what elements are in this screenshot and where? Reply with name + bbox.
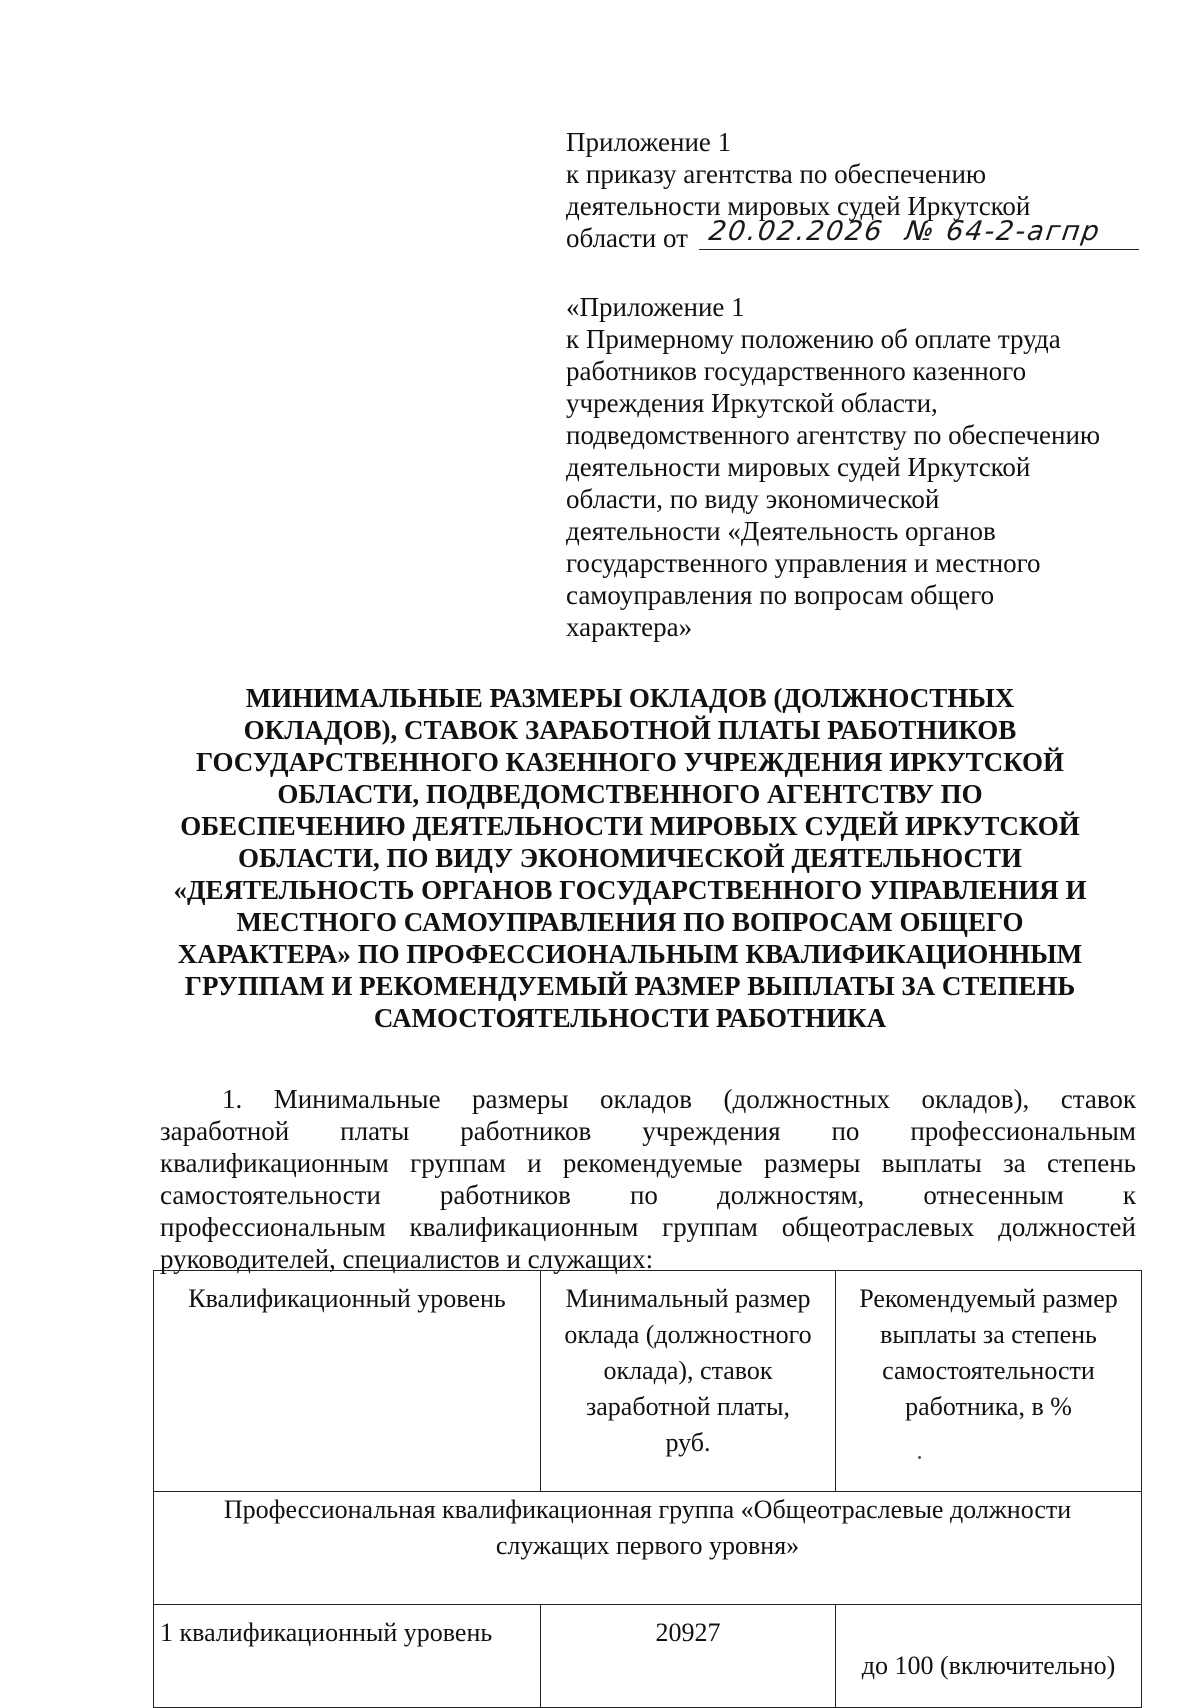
group-title-cell [154,1492,1142,1605]
underline [699,249,1139,250]
title-line: ОКЛАДОВ), СТАВОК ЗАРАБОТНОЙ ПЛАТЫ РАБОТНИКОВ [243,715,1017,745]
title-line: ОБЛАСТИ, ПО ВИДУ ЭКОНОМИЧЕСКОЙ ДЕЯТЕЛЬНОСТИ [238,843,1022,873]
table-header-row [154,1271,1142,1492]
appendix-regulation-line: работников государственного казенного [566,356,1027,386]
title-line: ОБЕСПЕЧЕНИЮ ДЕЯТЕЛЬНОСТИ МИРОВЫХ СУДЕЙ ИРКУТСКОЙ [180,811,1080,841]
paragraph-1 [160,1083,1136,1275]
header-text: оклада), ставок [603,1356,773,1385]
header-text: выплаты за степень [880,1320,1097,1349]
title-line: МИНИМАЛЬНЫЕ РАЗМЕРЫ ОКЛАДОВ (ДОЛЖНОСТНЫХ [245,683,1015,713]
appendix-order-block [566,126,1166,254]
header-text: Минимальный размер [565,1284,811,1313]
document-title [140,682,1120,1034]
appendix-regulation-block [566,291,1166,643]
paragraph-line: квалификационным группам и рекомендуемые размеры выплаты за степень [160,1148,1136,1178]
header-text: заработной платы, [585,1392,790,1421]
handwritten-date: 20.02.2026 [706,216,886,247]
scan-speck [918,1456,921,1459]
paragraph-line: заработной платы работников учреждения по профессиональным [160,1116,1136,1146]
cell-salary: 20927 [541,1605,836,1708]
header-minimum-salary [541,1271,836,1492]
title-line: ГОСУДАРСТВЕННОГО КАЗЕННОГО УЧРЕЖДЕНИЯ ИРКУТСКОЙ [195,747,1065,777]
paragraph-line: профессиональным квалификационным группам общеотраслевых должностей [160,1212,1136,1242]
header-text: самостоятельности [882,1356,1095,1385]
appendix-order-line: деятельности мировых судей Иркутской [566,191,1031,221]
table-row [154,1605,1142,1708]
appendix-regulation-line: области, по виду экономической [566,484,940,514]
paragraph-line: руководителей, специалистов и служащих: [160,1244,654,1274]
salary-table [153,1270,1142,1708]
group-title-line: служащих первого уровня» [495,1531,800,1560]
header-text: работника, в % [905,1392,1072,1421]
title-line: «ДЕЯТЕЛЬНОСТЬ ОРГАНОВ ГОСУДАРСТВЕННОГО УПРАВЛЕНИЯ И [173,875,1087,905]
handwritten-date-field [695,216,1139,254]
appendix-regulation-line: деятельности «Деятельность органов [566,516,996,546]
appendix-regulation-line: «Приложение 1 [566,292,745,322]
header-qualification-level [154,1271,541,1492]
handwritten-entry [706,216,1124,248]
appendix-regulation-line: самоуправления по вопросам общего [566,580,995,610]
header-text: оклада (должностного [564,1320,812,1349]
date-prefix: области от [566,223,688,253]
title-line: ОБЛАСТИ, ПОДВЕДОМСТВЕННОГО АГЕНТСТВУ ПО [277,779,983,809]
cell-bonus: до 100 (включительно) [836,1605,1142,1708]
title-line: САМОСТОЯТЕЛЬНОСТИ РАБОТНИКА [373,1003,887,1033]
paragraph-line: самостоятельности работников по должностям, отнесенным к [160,1180,1136,1210]
title-line: МЕСТНОГО САМОУПРАВЛЕНИЯ ПО ВОПРОСАМ ОБЩЕГО [236,907,1024,937]
appendix-regulation-line: к Примерному положению об оплате труда [566,324,1061,354]
appendix-regulation-line: подведомственного агентству по обеспечению [566,420,1101,450]
table-group-row [154,1492,1142,1605]
title-line: ГРУППАМ И РЕКОМЕНДУЕМЫЙ РАЗМЕР ВЫПЛАТЫ ЗА СТЕПЕНЬ [184,971,1076,1001]
header-text: Квалификационный уровень [188,1284,506,1313]
header-recommended-bonus [836,1271,1142,1492]
title-line: ХАРАКТЕРА» ПО ПРОФЕССИОНАЛЬНЫМ КВАЛИФИКАЦИОННЫМ [177,939,1083,969]
appendix-regulation-line: деятельности мировых судей Иркутской [566,452,1031,482]
appendix-order-line: Приложение 1 [566,127,732,157]
handwritten-number: № 64-2-агпр [903,216,1103,247]
appendix-regulation-line: характера» [566,612,693,642]
appendix-regulation-line: государственного управления и местного [566,548,1041,578]
header-text: руб. [665,1428,711,1457]
cell-level: 1 квалификационный уровень [154,1605,541,1708]
appendix-regulation-line: учреждения Иркутской области, [566,388,938,418]
header-text: Рекомендуемый размер [859,1284,1118,1313]
paragraph-line: 1. Минимальные размеры окладов (должностных окладов), ставок [222,1084,1136,1114]
group-title-line: Профессиональная квалификационная группа «Общеотраслевые должности [223,1495,1072,1524]
appendix-order-line: к приказу агентства по обеспечению [566,159,987,189]
appendix-order-date-line [566,216,1166,254]
